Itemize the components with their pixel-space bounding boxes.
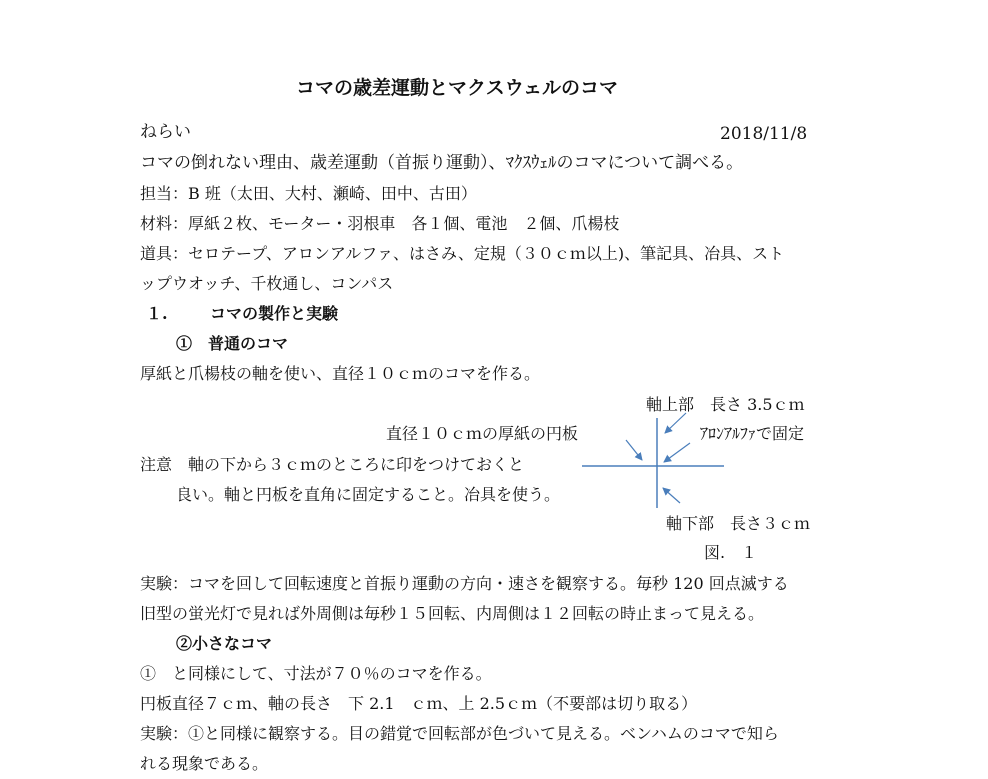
- subsection-2-line-2: 円板直径７ｃｍ、軸の長さ 下 2.1 ｃｍ、上 2.5ｃｍ（不要部は切り取る）: [140, 694, 698, 713]
- section-1-number: １.: [146, 304, 168, 323]
- document-date: 2018/11/8: [720, 124, 808, 144]
- figure-label-shaft-top: 軸上部 長さ 3.5ｃｍ: [646, 395, 805, 414]
- subsection-1-text: 厚紙と爪楊枝の軸を使い、直径１０ｃｍのコマを作る。: [140, 364, 541, 383]
- materials-line: 材料：厚紙２枚、モーター・羽根車 各１個、電池 ２個、爪楊枝: [140, 214, 620, 233]
- figure-label-disk: 直径１０ｃｍの厚紙の円板: [386, 424, 579, 443]
- section-1-title: コマの製作と実験: [210, 304, 339, 323]
- arrow-shaft-top: [665, 413, 686, 433]
- staff-line: 担当：B 班（太田、大村、瀬崎、田中、古田）: [140, 184, 477, 203]
- figure-label-shaft-bottom: 軸下部 長さ３ｃｍ: [666, 514, 811, 533]
- figure-label-glue: ｱﾛﾝｱﾙﾌｧで固定: [700, 424, 805, 443]
- experiment-1-line-2: 旧型の蛍光灯で見れば外周側は毎秒１５回転、内周側は１２回転の時止まって見える。: [140, 604, 765, 623]
- subsection-2-line-1: ① と同様にして、寸法が７０％のコマを作る。: [140, 664, 492, 683]
- experiment-2-line-1: 実験：①と同様に観察する。目の錯覚で回転部が色づいて見える。ベンハムのコマで知ら: [140, 724, 779, 743]
- experiment-1-line-1: 実験：コマを回して回転速度と首振り運動の方向・速さを観察する。毎秒 120 回点滅する: [140, 574, 789, 593]
- subsection-2-title: ②小さなコマ: [176, 634, 273, 653]
- note-line-2: 良い。軸と円板を直角に固定すること。冶具を使う。: [176, 485, 561, 504]
- arrow-glue: [664, 443, 690, 462]
- arrow-shaft-bottom: [663, 488, 680, 503]
- experiment-2-line-2: れる現象である。: [140, 754, 269, 773]
- subsection-1-title: ① 普通のコマ: [176, 334, 289, 353]
- tools-line-2: ップウオッチ、千枚通し、コンパス: [140, 274, 394, 293]
- figure-caption: 図. １: [704, 543, 758, 562]
- tools-line-1: 道具：セロテープ、アロンアルファ、はさみ、定規（３０ｃｍ以上)、筆記具、冶具、スト: [140, 244, 785, 263]
- arrow-disk: [626, 440, 642, 460]
- document-title: コマの歳差運動とマクスウェルのコマ: [296, 77, 619, 99]
- aim-text: コマの倒れない理由、歳差運動（首振り運動）、ﾏｸｽｳｪﾙのコマについて調べる。: [140, 153, 744, 173]
- aim-heading: ねらい: [140, 122, 191, 142]
- note-line-1: 注意 軸の下から３ｃｍのところに印をつけておくと: [140, 455, 525, 474]
